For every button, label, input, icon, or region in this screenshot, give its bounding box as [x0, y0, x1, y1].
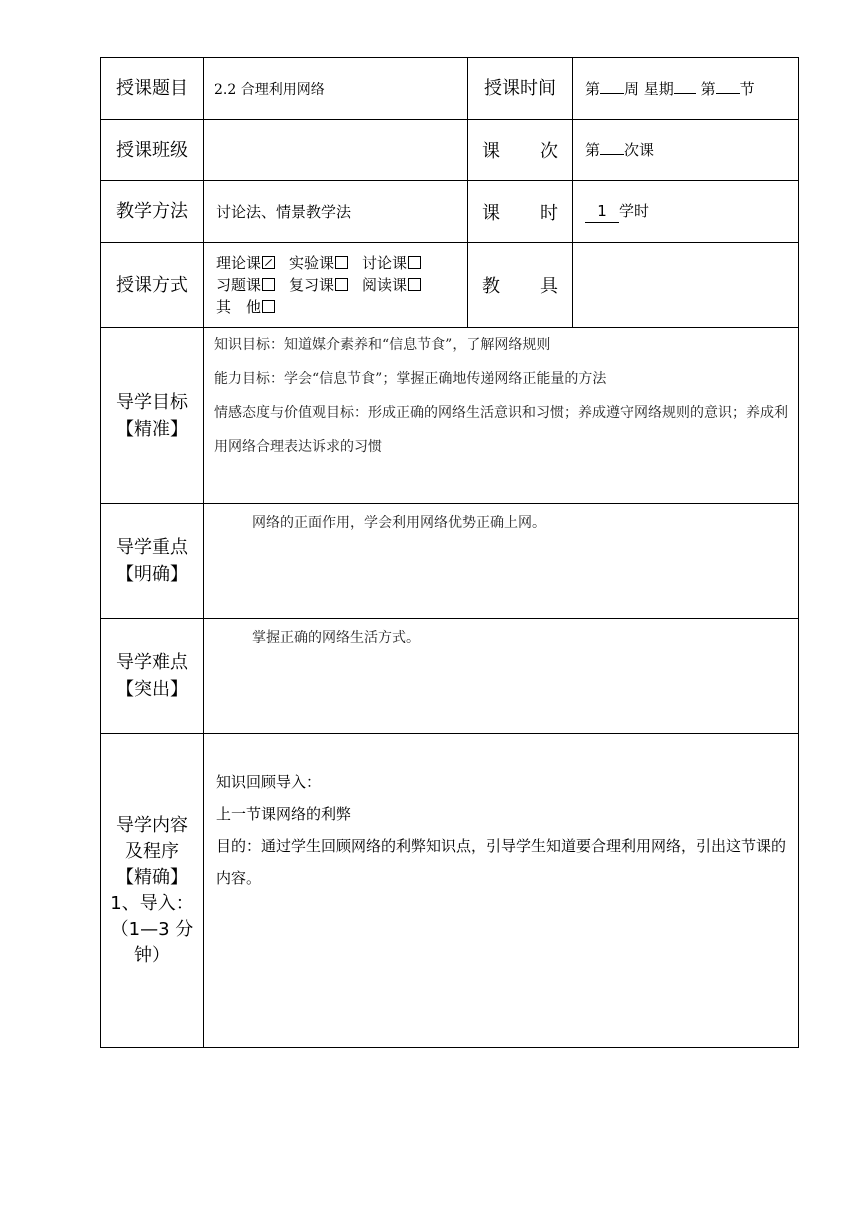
hours-number: 1 — [585, 200, 619, 223]
time-period-prefix: 第 — [700, 79, 716, 98]
mode-option — [289, 274, 348, 296]
row-topic — [101, 58, 799, 120]
difficulty-label-2: 【突出】 — [116, 679, 188, 700]
hours-value — [573, 181, 799, 243]
empty-box-icon — [408, 256, 421, 269]
row-method — [101, 181, 799, 243]
difficulty-label — [101, 619, 204, 734]
content-line: 知识回顾导入： — [216, 773, 322, 791]
session-label-a: 课 — [482, 141, 500, 162]
mode-option — [362, 274, 421, 296]
time-week-prefix: 第 — [585, 79, 601, 98]
session-blank — [600, 154, 624, 155]
mode-option-label: 习题课 — [216, 276, 262, 294]
lesson-plan-form — [100, 57, 798, 1048]
content-label-line: 导学内容 — [116, 814, 188, 836]
session-suffix: 次课 — [624, 141, 655, 159]
topic-value: 2.2 合理利用网络 — [204, 58, 468, 120]
hours-label-a: 课 — [482, 202, 500, 224]
period-blank — [716, 93, 740, 94]
mode-option-label: 讨论课 — [362, 254, 408, 272]
tools-label — [468, 243, 573, 328]
hours-label — [468, 181, 573, 243]
goals-label-1: 导学目标 — [116, 391, 188, 413]
tools-value — [573, 243, 799, 328]
empty-box-icon — [408, 278, 421, 291]
row-class — [101, 120, 799, 181]
mode-options-row-2 — [216, 274, 467, 296]
content-label-line: 【精确】 — [116, 866, 188, 888]
key-point-text: 网络的正面作用，学会利用网络优势正确上网。 — [204, 504, 799, 619]
goal-line-ability: 能力目标：学会“信息节食”；掌握正确地传递网络正能量的方法 — [214, 371, 607, 387]
class-label: 授课班级 — [101, 120, 204, 181]
mode-option-label: 实验课 — [289, 254, 335, 272]
goals-content — [204, 328, 799, 504]
empty-box-icon — [335, 256, 348, 269]
content-body — [204, 734, 799, 1048]
content-label — [101, 734, 204, 1048]
time-value — [573, 58, 799, 120]
row-goals — [101, 328, 799, 504]
difficulty-text: 掌握正确的网络生活方式。 — [204, 619, 799, 734]
method-value: 讨论法、情景教学法 — [204, 181, 468, 243]
content-line: 上一节课网络的利弊 — [216, 805, 352, 823]
hours-suffix: 学时 — [619, 202, 650, 220]
content-label-line: （1—3 分 — [110, 918, 194, 940]
session-prefix: 第 — [585, 141, 601, 159]
tools-label-b: 具 — [540, 276, 558, 297]
empty-box-icon — [262, 300, 275, 313]
empty-box-icon — [262, 278, 275, 291]
goal-line-attitude: 情感态度与价值观目标：形成正确的网络生活意识和习惯；养成遵守网络规则的意识；养成利用网络合理表达诉求的习惯 — [214, 405, 788, 455]
week-blank — [600, 93, 624, 94]
time-period-suffix: 节 — [739, 79, 755, 98]
class-value — [204, 120, 468, 181]
mode-option — [362, 252, 421, 274]
mode-option — [289, 252, 348, 274]
mode-option — [216, 296, 275, 318]
method-label: 教学方法 — [101, 181, 204, 243]
difficulty-label-1: 导学难点 — [116, 652, 188, 673]
mode-label: 授课方式 — [101, 243, 204, 328]
tools-label-a: 教 — [482, 276, 500, 297]
mode-option — [216, 274, 275, 296]
mode-options-row-1 — [216, 252, 467, 274]
row-key-point — [101, 504, 799, 619]
mode-option-label: 理论课 — [216, 254, 262, 272]
mode-option-label: 阅读课 — [362, 276, 408, 294]
row-mode — [101, 243, 799, 328]
content-label-line: 钟） — [134, 944, 170, 966]
mode-option-label: 复习课 — [289, 276, 335, 294]
mode-option-label: 其 他 — [216, 298, 262, 316]
goals-label-2: 【精准】 — [116, 418, 188, 440]
key-label — [101, 504, 204, 619]
key-label-2: 【明确】 — [116, 564, 188, 585]
row-content — [101, 734, 799, 1048]
goals-label — [101, 328, 204, 504]
hours-label-b: 时 — [540, 202, 558, 224]
lesson-plan-table — [100, 57, 799, 1048]
time-weekday-prefix: 周 星期 — [624, 79, 674, 98]
row-difficulty — [101, 619, 799, 734]
mode-options-row-3 — [216, 296, 467, 318]
content-line: 目的：通过学生回顾网络的利弊知识点，引导学生知道要合理利用网络，引出这节课的内容。 — [216, 837, 787, 887]
session-label — [468, 120, 573, 181]
content-label-line: 1、导入： — [110, 892, 194, 914]
key-label-1: 导学重点 — [116, 537, 188, 558]
goal-line-knowledge: 知识目标：知道媒介素养和“信息节食”，了解网络规则 — [214, 337, 551, 353]
empty-box-icon — [335, 278, 348, 291]
session-value — [573, 120, 799, 181]
checked-box-icon — [262, 256, 275, 269]
topic-label: 授课题目 — [101, 58, 204, 120]
time-label: 授课时间 — [468, 58, 573, 120]
mode-option — [216, 252, 275, 274]
content-label-line: 及程序 — [125, 840, 179, 862]
weekday-blank — [674, 93, 696, 94]
mode-options — [204, 243, 468, 328]
session-label-b: 次 — [540, 141, 558, 162]
